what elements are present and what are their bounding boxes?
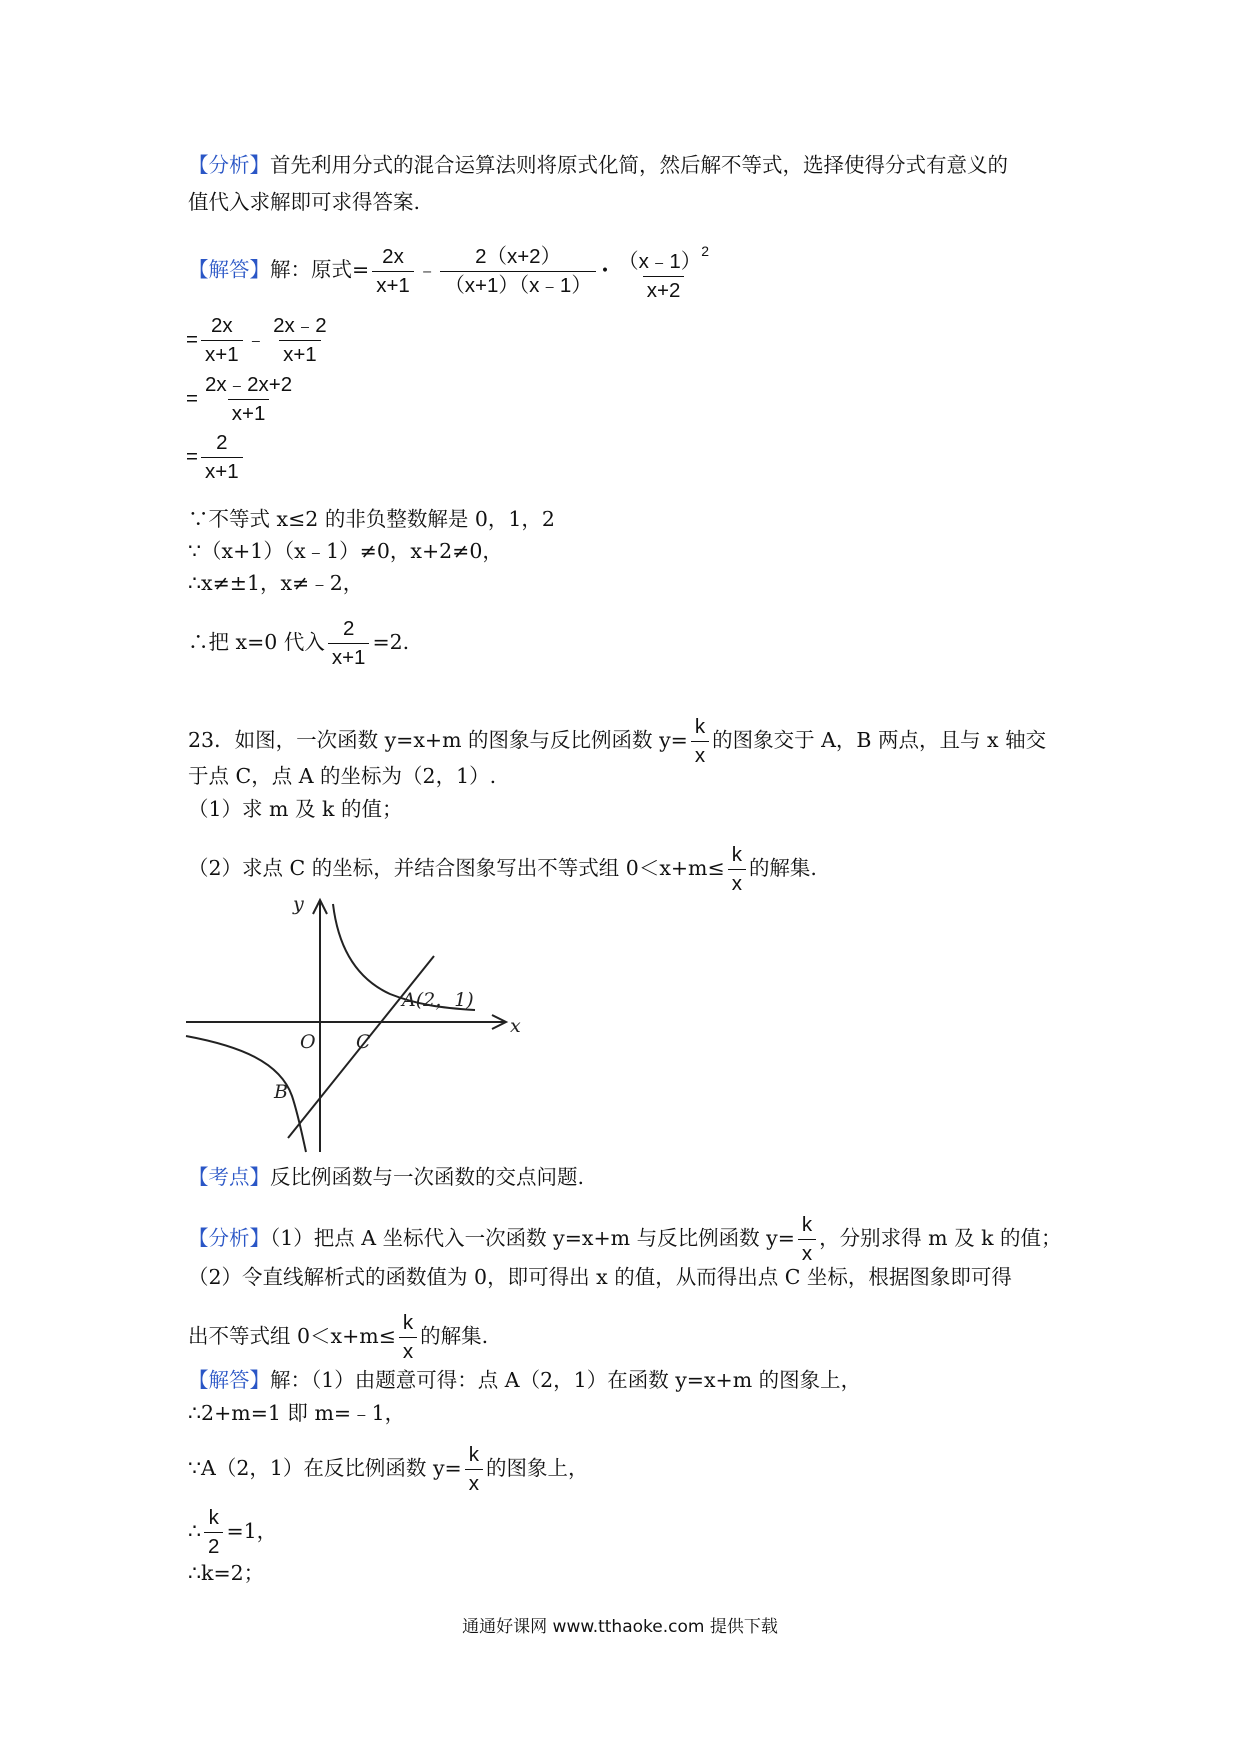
y-axis-label: y — [293, 893, 304, 915]
fraction: $\frac{k}{x}$ — [465, 1442, 483, 1497]
question-23-part-1: （1）求 m 及 k 的值； — [188, 797, 403, 821]
hyperbola-branch-lower — [186, 1036, 306, 1152]
question-23-part-2: （2）求点 C 的坐标，并结合图象写出不等式组 0＜x+m≤ $\frac{k}{x}$ 的解集. — [188, 843, 817, 895]
solution-line-1: 【解答】解：原式= $\frac{2x}{x+1}$ ﹣ $\frac{2(x+2)}{(x+1)(x﹣1)}$ • $\frac{(x﹣1)^2}{x+2}$ — [188, 238, 716, 304]
question-23-line-1: 23．如图，一次函数 y=x+m 的图象与反比例函数 y= $\frac{k}{x}$ 的图象交于 A，B 两点，且与 x 轴交 — [188, 715, 1047, 767]
graph-svg — [180, 886, 530, 1154]
solution-line-excl: ∴x≠±1，x≠﹣2， — [188, 571, 364, 595]
fraction: $\frac{2x}{x+1}$ — [201, 313, 243, 368]
solution-line-cond: ∵（x+1）（x﹣1）≠0，x+2≠0， — [188, 539, 503, 563]
solution-step-2: = $\frac{2x﹣2x+2}{x+1}$ — [186, 372, 299, 427]
analysis2-tag: 【分析】 — [188, 1226, 270, 1250]
fraction: $\frac{2x}{x+1}$ — [372, 244, 414, 299]
solution2-line-1: 【解答】解：（1）由题意可得：点 A（2，1）在函数 y=x+m 的图象上， — [188, 1368, 862, 1392]
page-footer: 通通好课网 www.tthaoke.com 提供下载 — [462, 1617, 778, 1637]
fraction: $\frac{k}{x}$ — [399, 1310, 417, 1365]
analysis2-line-3: 出不等式组 0＜x+m≤ $\frac{k}{x}$ 的解集. — [188, 1311, 489, 1363]
question-23-line-2: 于点 C，点 A 的坐标为（2，1）. — [188, 764, 497, 788]
function-graph — [180, 886, 530, 1154]
point-c-label: C — [356, 1031, 371, 1053]
key-point-line: 【考点】反比例函数与一次函数的交点问题. — [188, 1165, 585, 1189]
point-b-label: B — [274, 1081, 288, 1103]
fraction: $\frac{2}{x+1}$ — [201, 430, 243, 485]
analysis-tag: 【分析】 — [188, 153, 270, 177]
solution2-tag: 【解答】 — [188, 1368, 270, 1392]
fraction: $\frac{(x﹣1)^2}{x+2}$ — [618, 243, 710, 302]
analysis-line-1: 【分析】首先利用分式的混合运算法则将原式化简，然后解不等式，选择使得分式有意义的 — [188, 153, 1008, 177]
solution-step-1: = $\frac{2x}{x+1}$ ﹣ $\frac{2x﹣2}{x+1}$ — [186, 313, 334, 368]
fraction: $\frac{2}{x+1}$ — [328, 616, 370, 671]
fraction: $\frac{2(x+2)}{(x+1)(x﹣1)}$ — [440, 244, 596, 299]
key-point-tag: 【考点】 — [188, 1165, 270, 1189]
solution2-line-5: ∴k=2； — [188, 1561, 265, 1585]
point-a-label: A(2，1) — [402, 989, 474, 1011]
solution-step-3: = $\frac{2}{x+1}$ — [186, 430, 246, 485]
fraction: $\frac{2x﹣2x+2}{x+1}$ — [204, 373, 293, 425]
analysis-line-2: 值代入求解即可求得答案. — [188, 190, 421, 214]
fraction: $\frac{2x﹣2}{x+1}$ — [273, 314, 327, 366]
origin-label: O — [300, 1031, 316, 1053]
fraction: $\frac{k}{x}$ — [728, 842, 746, 897]
fraction: $\frac{k}{x}$ — [798, 1212, 816, 1267]
analysis2-line-2: （2）令直线解析式的函数值为 0，即可得出 x 的值，从而得出点 C 坐标，根据图象即可得 — [188, 1265, 1012, 1289]
solution2-line-3: ∵A（2，1）在反比例函数 y= $\frac{k}{x}$ 的图象上， — [188, 1443, 589, 1495]
x-axis-label: x — [510, 1015, 521, 1037]
solution2-line-2: ∴2+m=1 即 m=﹣1， — [188, 1401, 406, 1425]
analysis2-line-1: 【分析】（1）把点 A 坐标代入一次函数 y=x+m 与反比例函数 y= $\frac{k}{x}$ ，分别求得 m 及 k 的值； — [188, 1213, 1062, 1265]
solution2-line-4: ∴ $\frac{k}{2}$ =1， — [188, 1506, 278, 1558]
fraction: $\frac{k}{x}$ — [691, 714, 709, 769]
fraction: $\frac{k}{2}$ — [204, 1505, 223, 1560]
solution-tag: 【解答】 — [188, 257, 270, 282]
solution-line-ineq: ∵不等式 x≤2 的非负整数解是 0，1，2 — [188, 507, 555, 531]
solution-line-subst: ∴把 x=0 代入 $\frac{2}{x+1}$ =2. — [188, 617, 410, 669]
